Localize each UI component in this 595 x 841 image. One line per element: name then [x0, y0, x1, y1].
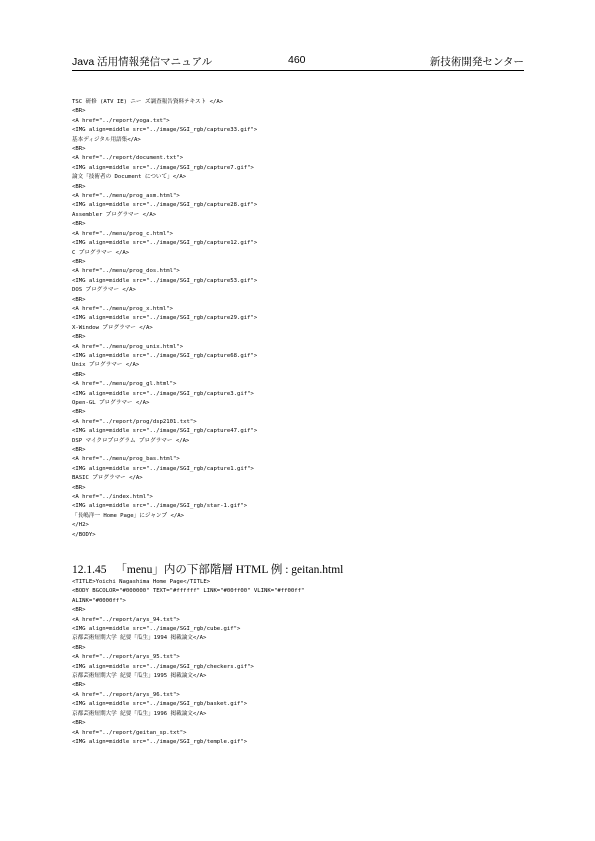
- section-number: 12.1.45: [72, 564, 107, 576]
- code-line: <IMG align=middle src="../image/SGI_rgb/capture33.gif">: [72, 127, 258, 134]
- code-line: <A href="../report/arys_96.txt">: [72, 691, 180, 698]
- code-line: <A href="../report/yoga.txt">: [72, 117, 170, 124]
- code-line: ALINK="#0000ff">: [72, 597, 126, 604]
- code-line: <IMG align=middle src="../image/SGI_rgb/capture29.gif">: [72, 315, 258, 322]
- code-line: <IMG align=middle src="../image/SGI_rgb/basket.gif">: [72, 701, 248, 708]
- code-line: 京都芸術短期大学 紀要「瓜生」1996 掲載論文</A>: [72, 710, 207, 717]
- code-line: <A href="../menu/prog_bas.html">: [72, 456, 180, 463]
- section-heading: [72, 561, 343, 577]
- header-rule: [72, 70, 524, 71]
- code-line: <IMG align=middle src="../image/SGI_rgb/star-1.gif">: [72, 503, 248, 510]
- code-line: 論文「技術者の Document について」</A>: [72, 174, 187, 181]
- code-line: <BR>: [72, 607, 86, 614]
- code-line: X-Window プログラマー </A>: [72, 324, 153, 331]
- code-line: 京都芸術短期大学 紀要「瓜生」1995 掲載論文</A>: [72, 673, 207, 680]
- code-line: <IMG align=middle src="../image/SGI_rgb/capture47.gif">: [72, 428, 258, 435]
- code-line: <A href="../report/document.txt">: [72, 155, 184, 162]
- code-line: <BR>: [72, 371, 86, 378]
- code-line: <IMG align=middle src="../image/SGI_rgb/temple.gif">: [72, 738, 248, 745]
- code-line: <A href="../menu/prog_gl.html">: [72, 381, 177, 388]
- code-line: DSP マイクロプログラム プログラマー </A>: [72, 437, 190, 444]
- code-line: <IMG align=middle src="../image/SGI_rgb/capture53.gif">: [72, 277, 258, 284]
- code-line: <IMG align=middle src="../image/SGI_rgb/capture3.gif">: [72, 390, 254, 397]
- code-line: <BR>: [72, 720, 86, 727]
- code-line: <BR>: [72, 409, 86, 416]
- code-line: </BODY>: [72, 531, 96, 538]
- code-line: <BR>: [72, 296, 86, 303]
- code-listing-top: [72, 98, 257, 540]
- code-line: <BR>: [72, 108, 86, 115]
- code-line: <A href="../report/prog/dsp2101.txt">: [72, 418, 197, 425]
- code-line: <BR>: [72, 146, 86, 153]
- code-line: <A href="../report/arys_95.txt">: [72, 654, 180, 661]
- code-line: <IMG align=middle src="../image/SGI_rgb/capture12.gif">: [72, 240, 258, 247]
- code-line: <BR>: [72, 447, 86, 454]
- code-line: Unix プログラマー </A>: [72, 362, 140, 369]
- code-line: <IMG align=middle src="../image/SGI_rgb/capture1.gif">: [72, 465, 254, 472]
- page-header: [72, 54, 524, 70]
- code-line: <A href="../report/geitan_sp.txt">: [72, 729, 187, 736]
- code-line: 京都芸術短期大学 紀要「瓜生」1994 掲載論文</A>: [72, 635, 207, 642]
- code-line: </H2>: [72, 522, 89, 529]
- code-line: <A href="../report/arys_94.txt">: [72, 616, 180, 623]
- code-line: <BR>: [72, 644, 86, 651]
- code-line: <BR>: [72, 682, 86, 689]
- code-line: <A href="../menu/prog_asm.html">: [72, 193, 180, 200]
- code-line: Open-GL プログラマー </A>: [72, 400, 150, 406]
- code-line: <BR>: [72, 221, 86, 228]
- section-title: 「menu」内の下部階層 HTML 例 : geitan.html: [115, 564, 344, 576]
- code-line: <IMG align=middle src="../image/SGI_rgb/checkers.gif">: [72, 663, 254, 670]
- code-line: 基本ディジタル用語集</A>: [72, 136, 141, 143]
- header-organization: 新技術開発センター: [429, 56, 524, 68]
- code-line: <A href="../menu/prog_dos.html">: [72, 268, 180, 275]
- code-line: TSC 研修 (ATV IE) ニー ズ調査報告資料テキスト </A>: [72, 99, 224, 105]
- header-manual-title: Java 活用情報発信マニュアル: [72, 56, 213, 68]
- code-line: <A href="../menu/prog_x.html">: [72, 305, 174, 312]
- code-line: <A href="../menu/prog_unix.html">: [72, 343, 184, 350]
- code-line: DOS プログラマー </A>: [72, 287, 136, 294]
- code-line: <A href="../index.html">: [72, 494, 153, 501]
- code-line: <BODY BGCOLOR="#000000" TEXT="#ffffff" LINK="#00ff00" VLINK="#ff00ff": [72, 588, 305, 595]
- code-line: 「長嶋洋一 Home Page」にジャンプ </A>: [72, 512, 184, 519]
- code-line: <BR>: [72, 258, 86, 265]
- code-line: <TITLE>Yoichi Nagashima Home Page</TITLE>: [72, 579, 211, 585]
- code-line: BASIC プログラマー </A>: [72, 475, 143, 482]
- code-line: <A href="../menu/prog_c.html">: [72, 230, 174, 237]
- code-line: <IMG align=middle src="../image/SGI_rgb/capture28.gif">: [72, 202, 258, 209]
- code-line: <BR>: [72, 334, 86, 341]
- code-line: <IMG align=middle src="../image/SGI_rgb/capture7.gif">: [72, 164, 254, 171]
- code-line: C プログラマー </A>: [72, 249, 130, 256]
- code-line: <IMG align=middle src="../image/SGI_rgb/capture68.gif">: [72, 352, 258, 359]
- code-line: <IMG align=middle src="../image/SGI_rgb/cube.gif">: [72, 626, 241, 633]
- code-line: <BR>: [72, 484, 86, 491]
- code-listing-bottom: [72, 578, 304, 747]
- code-line: Assembler プログラマー </A>: [72, 211, 157, 218]
- page-number: 460: [288, 54, 306, 66]
- code-line: <BR>: [72, 183, 86, 190]
